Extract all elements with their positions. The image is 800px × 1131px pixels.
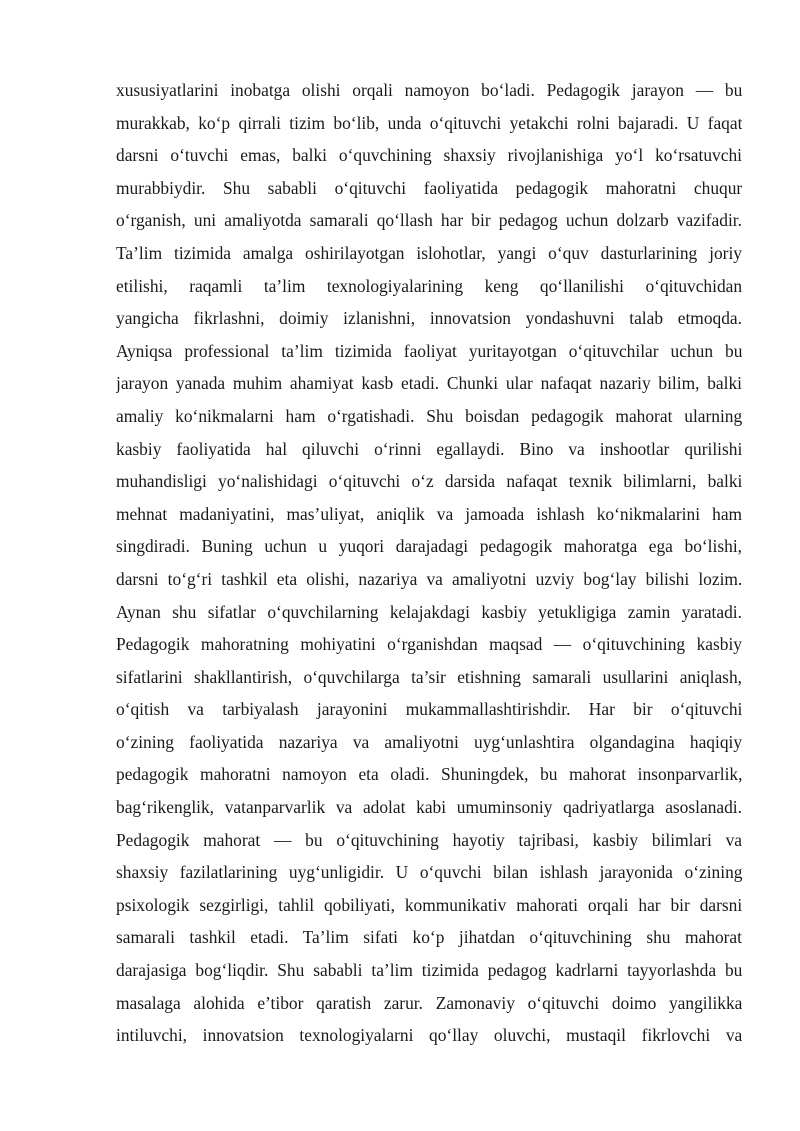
- text-line-22: pedagogik mahoratni namoyon eta oladi. Shuningdek, bu mahorat insonparvarlik,: [116, 764, 742, 785]
- text-line-16: darsni to‘g‘ri tashkil eta olishi, nazariya va amaliyotni uzviy bog‘lay bilishi lozim.: [116, 568, 742, 589]
- text-line-5: o‘rganish, uni amaliyotda samarali qo‘llash har bir pedagog uchun dolzarb vazifadir.: [116, 210, 742, 231]
- text-line-8: yangicha fikrlashni, doimiy izlanishni, innovatsion yondashuvni talab etmoqda.: [116, 308, 742, 329]
- text-line-9: Ayniqsa professional ta’lim tizimida faoliyat yuritayotgan o‘qituvchilar uchun bu: [116, 340, 742, 361]
- text-line-26: psixologik sezgirligi, tahlil qobiliyati, kommunikativ mahorati orqali har bir darsni: [116, 894, 742, 915]
- text-line-12: kasbiy faoliyatida hal qiluvchi o‘rinni egallaydi. Bino va inshootlar qurilishi: [116, 438, 742, 459]
- text-line-7: etilishi, raqamli ta’lim texnologiyalarining keng qo‘llanilishi o‘qituvchidan: [116, 275, 742, 296]
- text-line-4: murabbiydir. Shu sababli o‘qituvchi faoliyatida pedagogik mahoratni chuqur: [116, 177, 742, 198]
- text-line-23: bag‘rikenglik, vatanparvarlik va adolat kabi umuminsoniy qadriyatlarga asoslanadi.: [116, 797, 742, 818]
- text-line-30: intiluvchi, innovatsion texnologiyalarni qo‘llay oluvchi, mustaqil fikrlovchi va: [116, 1025, 742, 1046]
- body-text: [116, 74, 742, 1052]
- text-line-15: singdiradi. Buning uchun u yuqori darajadagi pedagogik mahoratga ega bo‘lishi,: [116, 536, 742, 557]
- text-line-3: darsni o‘tuvchi emas, balki o‘quvchining shaxsiy rivojlanishiga yo‘l ko‘rsatuvchi: [116, 145, 742, 166]
- text-line-25: shaxsiy fazilatlarining uyg‘unligidir. U o‘quvchi bilan ishlash jarayonida o‘zining: [116, 862, 742, 883]
- text-line-6: Ta’lim tizimida amalga oshirilayotgan islohotlar, yangi o‘quv dasturlarining joriy: [116, 242, 742, 263]
- text-line-18: Pedagogik mahoratning mohiyatini o‘rganishdan maqsad — o‘qituvchining kasbiy: [116, 634, 742, 655]
- text-line-1: xususiyatlarini inobatga olishi orqali namoyon bo‘ladi. Pedagogik jarayon — bu: [116, 80, 742, 100]
- text-line-10: jarayon yanada muhim ahamiyat kasb etadi. Chunki ular nafaqat nazariy bilim, balki: [116, 373, 742, 394]
- text-line-28: darajasiga bog‘liqdir. Shu sababli ta’lim tizimida pedagog kadrlarni tayyorlashda bu: [116, 960, 742, 981]
- text-line-13: muhandisligi yo‘nalishidagi o‘qituvchi o‘z darsida nafaqat texnik bilimlarni, balki: [116, 471, 742, 492]
- text-line-20: o‘qitish va tarbiyalash jarayonini mukammallashtirishdir. Har bir o‘qituvchi: [116, 699, 742, 720]
- text-line-14: mehnat madaniyatini, mas’uliyat, aniqlik va jamoada ishlash ko‘nikmalarini ham: [116, 503, 742, 524]
- text-line-19: sifatlarini shakllantirish, o‘quvchilarga ta’sir etishning samarali usullarini aniqlash,: [116, 666, 742, 687]
- text-line-24: Pedagogik mahorat — bu o‘qituvchining hayotiy tajribasi, kasbiy bilimlari va: [116, 829, 742, 850]
- text-line-11: amaliy ko‘nikmalarni ham o‘rgatishadi. Shu boisdan pedagogik mahorat ularning: [116, 405, 742, 426]
- text-line-29: masalaga alohida e’tibor qaratish zarur. Zamonaviy o‘qituvchi doimo yangilikka: [116, 992, 742, 1013]
- text-line-27: samarali tashkil etadi. Ta’lim sifati ko‘p jihatdan o‘qituvchining shu mahorat: [116, 927, 742, 948]
- text-line-21: o‘zining faoliyatida nazariya va amaliyotni uyg‘unlashtira olgandagina haqiqiy: [116, 731, 742, 752]
- text-line-2: murakkab, ko‘p qirrali tizim bo‘lib, unda o‘qituvchi yetakchi rolni bajaradi. U faqat: [116, 112, 742, 133]
- text-line-17: Aynan shu sifatlar o‘quvchilarning kelajakdagi kasbiy yetukligiga zamin yaratadi.: [116, 601, 742, 622]
